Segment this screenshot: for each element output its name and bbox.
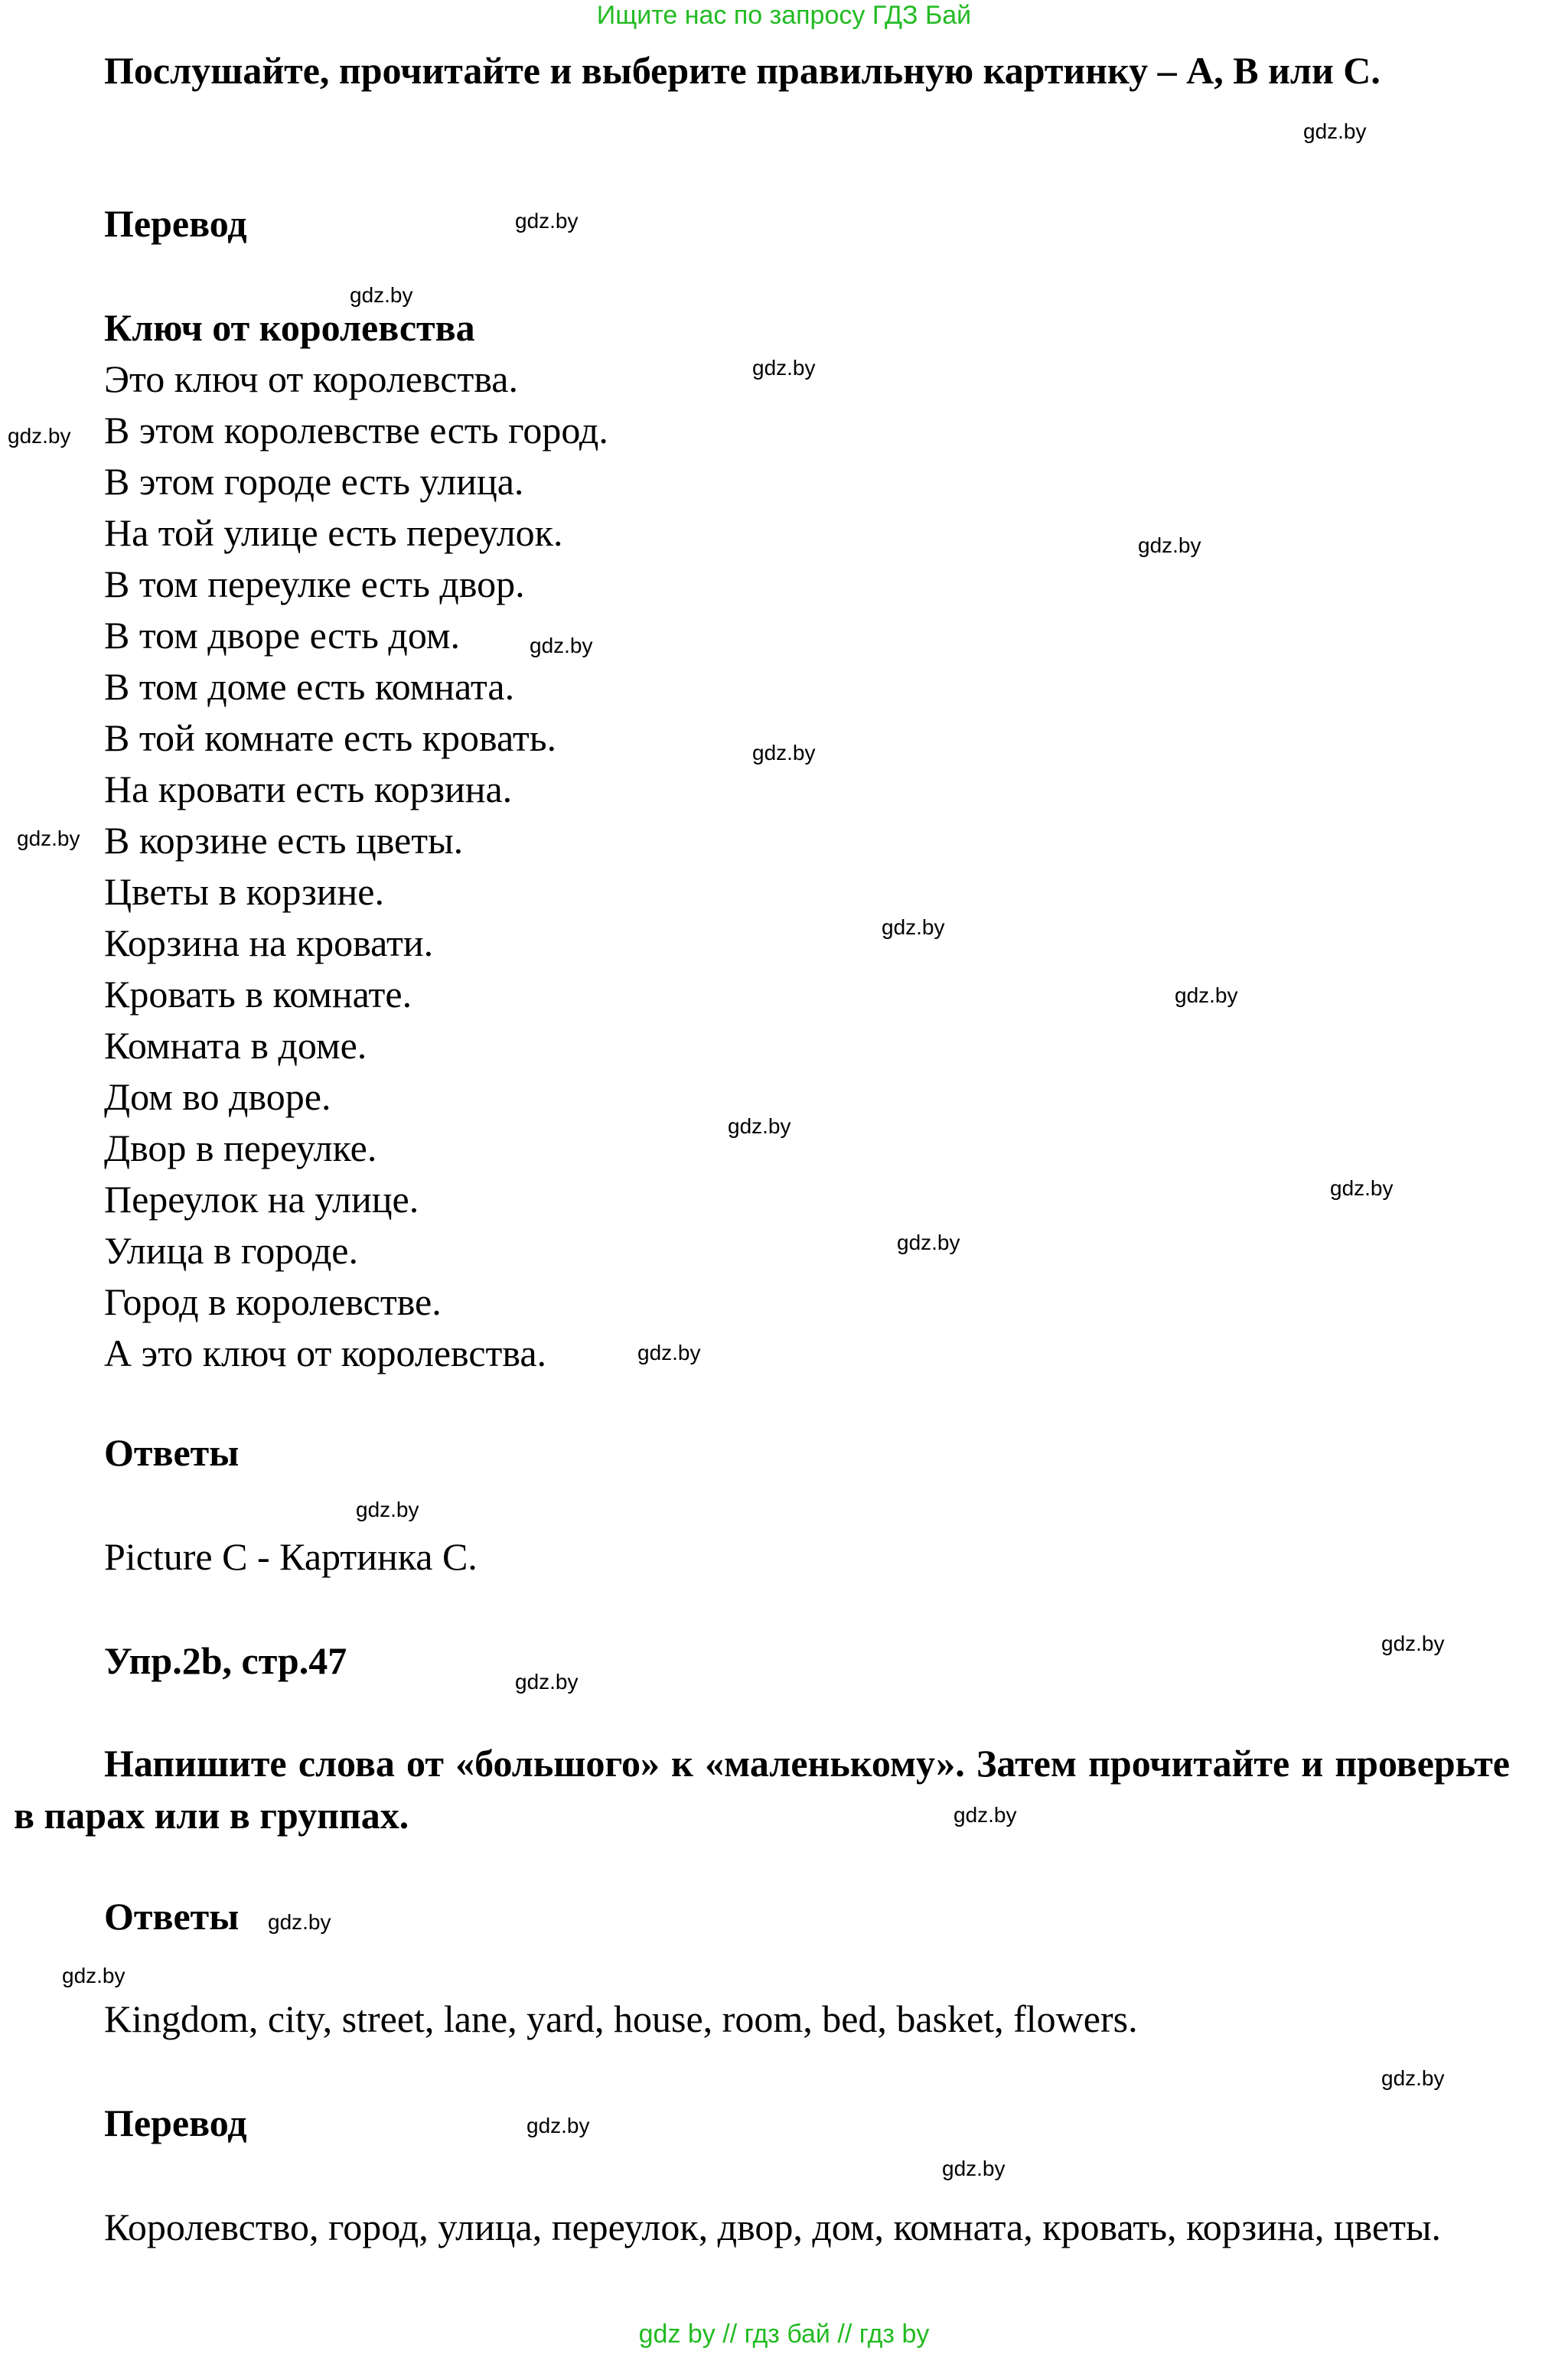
poem-line: Корзина на кровати.: [104, 921, 434, 964]
watermark: gdz.by: [356, 1498, 419, 1521]
watermark: gdz.by: [728, 1114, 791, 1138]
poem-line: Переулок на улице.: [104, 1178, 419, 1221]
poem-line: В этом королевстве есть город.: [104, 409, 608, 452]
watermark: gdz.by: [515, 1670, 579, 1694]
watermark: gdz.by: [1381, 2066, 1445, 2090]
watermark: gdz.by: [17, 827, 80, 850]
watermark: gdz.by: [637, 1341, 701, 1364]
poem-line: Цветы в корзине.: [104, 870, 384, 913]
watermark: gdz.by: [1330, 1176, 1394, 1200]
task-instruction-2: Напишите слова от «большого» к «маленькому». Затем прочитайте и проверьте в парах или в группах.: [14, 1742, 1510, 1837]
poem-line: А это ключ от королевства.: [104, 1332, 547, 1374]
translation-heading-2: Перевод: [104, 2101, 247, 2144]
poem-line: В том переулке есть двор.: [104, 562, 525, 605]
translation-heading: Перевод: [104, 202, 247, 245]
answers-heading-2: Ответы: [104, 1895, 240, 1938]
poem-line: Дом во дворе.: [104, 1075, 331, 1118]
watermark: gdz.by: [1381, 1632, 1445, 1655]
watermark: gdz.by: [526, 2114, 590, 2137]
watermark: gdz.by: [350, 283, 413, 307]
poem-line: Кровать в комнате.: [104, 973, 412, 1016]
poem-line: На той улице есть переулок.: [104, 511, 563, 554]
poem-line: Город в королевстве.: [104, 1280, 442, 1323]
poem-line: Двор в переулке.: [104, 1126, 377, 1169]
poem-line: В корзине есть цветы.: [104, 819, 464, 862]
watermark: gdz.by: [268, 1910, 331, 1934]
watermark: gdz.by: [1138, 533, 1201, 557]
bottom-banner-link[interactable]: gdz by // гдз бай // гдз by: [638, 2320, 930, 2349]
poem-line: Это ключ от королевства.: [104, 357, 518, 400]
poem-lines: [104, 354, 608, 1379]
poem-line: Улица в городе.: [104, 1229, 358, 1272]
watermark: gdz.by: [515, 209, 579, 233]
watermark: gdz.by: [1175, 983, 1238, 1007]
answers-heading: Ответы: [104, 1431, 240, 1474]
watermark: gdz.by: [752, 741, 816, 765]
watermark: gdz.by: [1303, 119, 1367, 143]
task-instruction-1: Послушайте, прочитайте и выберите правильную картинку – A, B или С.: [104, 49, 1381, 92]
poem-line: В той комнате есть кровать.: [104, 716, 557, 759]
poem-line: В том доме есть комната.: [104, 665, 515, 708]
watermark: gdz.by: [62, 1964, 126, 1987]
top-banner-link[interactable]: Ищите нас по запросу ГДЗ Бай: [596, 1, 972, 30]
watermark: gdz.by: [882, 915, 945, 939]
watermark: gdz.by: [8, 424, 71, 448]
watermark: gdz.by: [897, 1231, 960, 1254]
exercise-heading: Упр.2b, стр.47: [104, 1639, 347, 1682]
poem-line: На кровати есть корзина.: [104, 768, 513, 810]
poem-line: В этом городе есть улица.: [104, 460, 524, 503]
watermark: gdz.by: [954, 1803, 1017, 1827]
poem-line: В том дворе есть дом.: [104, 614, 461, 657]
watermark: gdz.by: [752, 356, 816, 380]
watermark: gdz.by: [942, 2157, 1006, 2180]
poem-title: Ключ от королевства: [104, 306, 475, 349]
watermark: gdz.by: [530, 634, 593, 657]
answer-2-translation: Королевство, город, улица, переулок, двор, дом, комната, кровать, корзина, цветы.: [104, 2206, 1442, 2248]
poem-line: Комната в доме.: [104, 1024, 367, 1067]
answer-1: Picture C - Картинка С.: [104, 1535, 478, 1578]
answer-2: Kingdom, city, street, lane, yard, house, room, bed, basket, flowers.: [104, 1997, 1138, 2040]
